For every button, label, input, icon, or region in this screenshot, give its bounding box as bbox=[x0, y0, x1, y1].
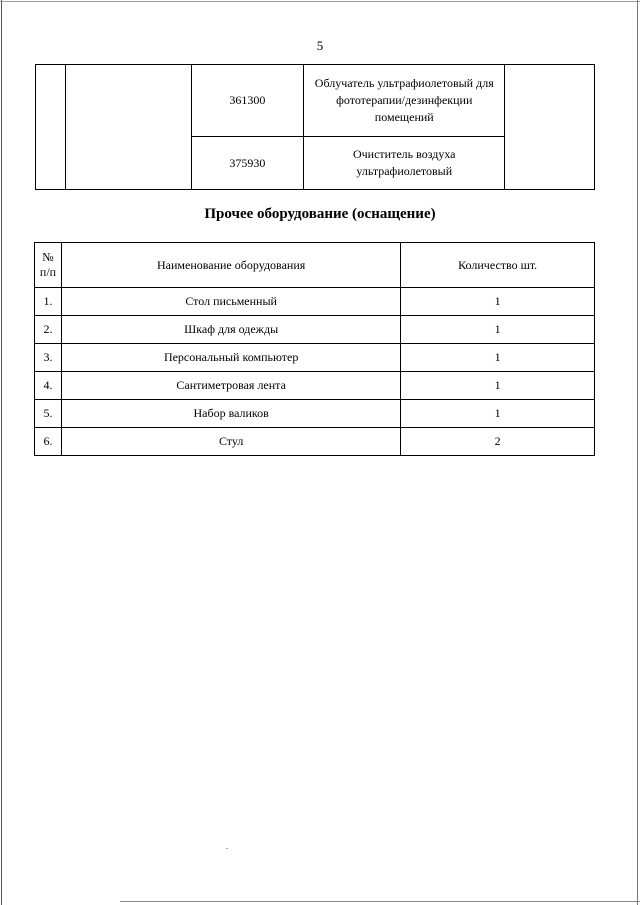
row-name: Сантиметровая лента bbox=[61, 372, 400, 400]
other-equipment-table bbox=[34, 242, 595, 456]
table-row bbox=[35, 400, 595, 428]
row-number: 1. bbox=[35, 288, 62, 316]
row-quantity: 1 bbox=[401, 400, 595, 428]
equipment-name: Облучатель ультрафиолетовый для фототерапии/дезинфекции помещений bbox=[304, 65, 505, 137]
row-quantity: 1 bbox=[401, 372, 595, 400]
row-name: Набор валиков bbox=[61, 400, 400, 428]
scan-edge-left bbox=[1, 0, 2, 905]
row-name: Стол письменный bbox=[61, 288, 400, 316]
table-header-row bbox=[35, 243, 595, 288]
empty-cell bbox=[36, 65, 66, 190]
row-quantity: 1 bbox=[401, 316, 595, 344]
row-number: 5. bbox=[35, 400, 62, 428]
row-name: Шкаф для одежды bbox=[61, 316, 400, 344]
header-quantity: Количество шт. bbox=[401, 243, 595, 288]
equipment-code: 361300 bbox=[191, 65, 304, 137]
empty-cell bbox=[65, 65, 191, 190]
scan-edge-bottom bbox=[120, 901, 640, 902]
scan-edge-top bbox=[0, 1, 640, 2]
row-number: 4. bbox=[35, 372, 62, 400]
table-row bbox=[35, 428, 595, 456]
table-row bbox=[35, 316, 595, 344]
table-row bbox=[35, 344, 595, 372]
header-number: № п/п bbox=[35, 243, 62, 288]
section-title: Прочее оборудование (оснащение) bbox=[204, 206, 436, 222]
row-number: 2. bbox=[35, 316, 62, 344]
continued-equipment-table bbox=[35, 64, 595, 190]
row-number: 3. bbox=[35, 344, 62, 372]
table-row bbox=[35, 372, 595, 400]
row-quantity: 2 bbox=[401, 428, 595, 456]
equipment-name: Очиститель воздуха ультрафиолетовый bbox=[304, 137, 505, 190]
page-number: 5 bbox=[316, 38, 324, 53]
row-quantity: 1 bbox=[401, 288, 595, 316]
equipment-code: 375930 bbox=[191, 137, 304, 190]
row-name: Стул bbox=[61, 428, 400, 456]
row-name: Персональный компьютер bbox=[61, 344, 400, 372]
header-name: Наименование оборудования bbox=[61, 243, 400, 288]
scan-edge-right bbox=[637, 0, 638, 905]
row-quantity: 1 bbox=[401, 344, 595, 372]
empty-cell bbox=[505, 65, 595, 190]
row-number: 6. bbox=[35, 428, 62, 456]
scan-speck bbox=[226, 848, 228, 849]
table-row bbox=[36, 65, 595, 137]
table-row bbox=[35, 288, 595, 316]
